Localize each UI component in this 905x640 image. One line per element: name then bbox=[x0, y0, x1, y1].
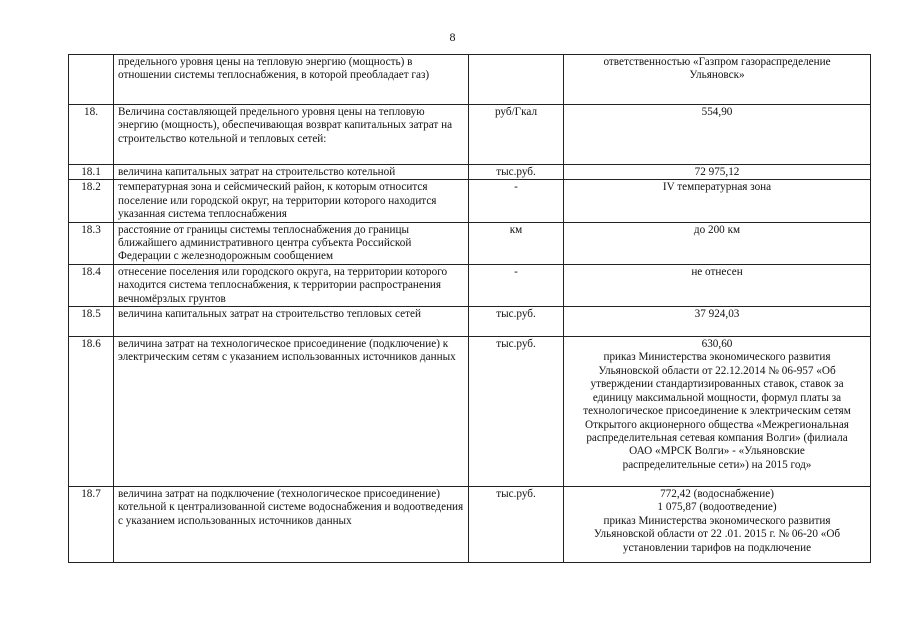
row-unit bbox=[469, 55, 564, 105]
row-number: 18.2 bbox=[69, 180, 114, 222]
value-line: 72 975,12 bbox=[694, 166, 740, 178]
value-line: распределительные сети») на 2015 год» bbox=[622, 458, 812, 471]
value-line: IV температурная зона bbox=[662, 181, 772, 194]
row-description: отнесение поселения или городского округа, на территории которого находится система теплоснабжения, к территории распространения вечномёрзлых грунтов bbox=[114, 264, 469, 306]
row-value bbox=[564, 487, 871, 563]
table-row bbox=[69, 180, 871, 222]
row-description: величина капитальных затрат на строительство тепловых сетей bbox=[114, 307, 469, 337]
table-row bbox=[69, 105, 871, 165]
value-line: Ульяновской области от 22.12.2014 № 06-957 «Об bbox=[598, 364, 836, 377]
table-row bbox=[69, 307, 871, 337]
row-unit: тыс.руб. bbox=[469, 337, 564, 487]
value-line: 1 075,87 (водоотведение) bbox=[657, 501, 777, 514]
row-unit: руб/Гкал bbox=[469, 105, 564, 165]
row-description: величина затрат на подключение (технологическое присоединение) котельной к централизованной системе водоснабжения и водоотведения с указанием использованных источников данных bbox=[114, 487, 469, 563]
table-row bbox=[69, 337, 871, 487]
value-line: приказ Министерства экономического развития bbox=[603, 514, 831, 527]
row-number: 18.6 bbox=[69, 337, 114, 487]
table-row bbox=[69, 222, 871, 264]
row-number: 18.7 bbox=[69, 487, 114, 563]
row-value bbox=[564, 222, 871, 264]
value-line: не отнесен bbox=[691, 265, 743, 278]
row-unit: тыс.руб. bbox=[469, 307, 564, 337]
row-description: расстояние от границы системы теплоснабжения до границы ближайшего административного центра субъекта Российской Федерации с железнодорожным сообщением bbox=[114, 222, 469, 264]
value-line: технологическое присоединение к электрическим сетям bbox=[583, 405, 851, 418]
value-line: ОАО «МРСК Волги» - «Ульяновские bbox=[629, 445, 805, 458]
row-value bbox=[564, 55, 871, 105]
row-unit: тыс.руб. bbox=[469, 165, 564, 180]
value-line: распределительная сетевая компания Волги» (филиала bbox=[586, 431, 848, 444]
row-value bbox=[564, 105, 871, 165]
row-value bbox=[564, 180, 871, 222]
table-row bbox=[69, 165, 871, 180]
value-line: 554,90 bbox=[701, 106, 733, 118]
row-number: 18.1 bbox=[69, 165, 114, 180]
value-line: утверждении стандартизированных ставок, ставок за bbox=[590, 378, 844, 391]
row-number: 18. bbox=[69, 105, 114, 165]
value-line: Ульяновской области от 22 .01. 2015 г. № 06-20 «Об bbox=[593, 528, 841, 541]
value-line: установлении тарифов на подключение bbox=[622, 541, 812, 554]
row-number: 18.4 bbox=[69, 264, 114, 306]
value-line: приказ Министерства экономического развития bbox=[603, 351, 831, 364]
table-row bbox=[69, 264, 871, 306]
table-row bbox=[69, 55, 871, 105]
row-unit: - bbox=[469, 264, 564, 306]
row-value bbox=[564, 165, 871, 180]
value-line: Ульяновск» bbox=[689, 69, 745, 82]
value-line: единицу максимальной мощности, формул платы за bbox=[592, 391, 842, 404]
row-description: Величина составляющей предельного уровня цены на тепловую энергию (мощность), обеспечивающая возврат капитальных затрат на строительство котельной и тепловых сетей: bbox=[114, 105, 469, 165]
row-value bbox=[564, 337, 871, 487]
tariff-table bbox=[68, 54, 871, 563]
value-line: 772,42 (водоснабжение) bbox=[660, 488, 774, 501]
row-value bbox=[564, 307, 871, 337]
value-line: 630,60 bbox=[701, 338, 733, 351]
row-number: 18.3 bbox=[69, 222, 114, 264]
value-line: до 200 км bbox=[693, 223, 741, 236]
row-unit: км bbox=[469, 222, 564, 264]
row-number: 18.5 bbox=[69, 307, 114, 337]
row-description: величина капитальных затрат на строительство котельной bbox=[114, 165, 469, 180]
value-line: Открытого акционерного общества «Межрегиональная bbox=[585, 418, 849, 431]
row-description: величина затрат на технологическое присоединение (подключение) к электрическим сетям с указанием использованных источников данных bbox=[114, 337, 469, 487]
value-line: ответственностью «Газпром газораспределение bbox=[603, 56, 831, 68]
row-unit: - bbox=[469, 180, 564, 222]
row-unit: тыс.руб. bbox=[469, 487, 564, 563]
value-line: 37 924,03 bbox=[694, 308, 740, 321]
page-number: 8 bbox=[449, 30, 456, 44]
row-description: температурная зона и сейсмический район, к которым относится поселение или городской округ, на территории которого находится указанная система теплоснабжения bbox=[114, 180, 469, 222]
row-value bbox=[564, 264, 871, 306]
table-row bbox=[69, 487, 871, 563]
row-description: предельного уровня цены на тепловую энергию (мощность) в отношении системы теплоснабжения, в которой преобладает газ) bbox=[114, 55, 469, 105]
row-number bbox=[69, 55, 114, 105]
